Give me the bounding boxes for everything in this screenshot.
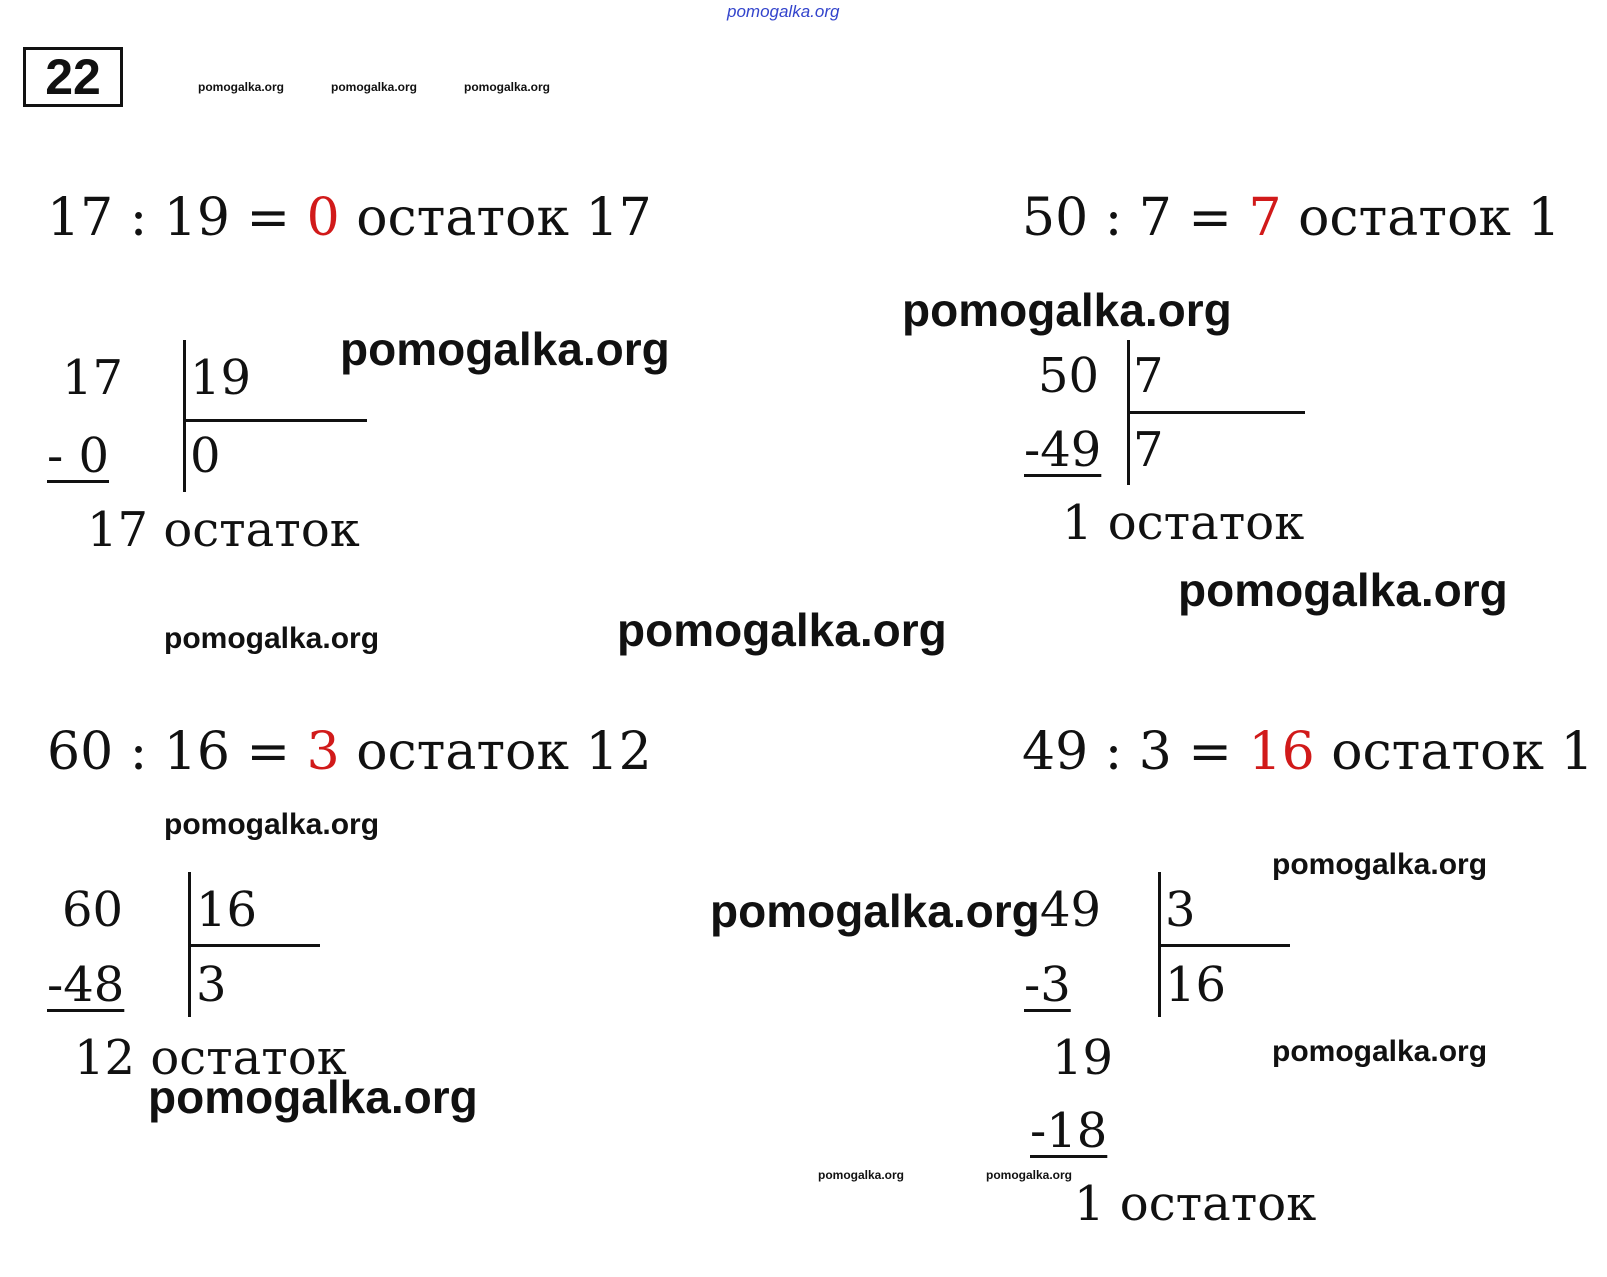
divisor: 19 bbox=[163, 188, 230, 248]
watermark: pomogalka.org bbox=[986, 1168, 1073, 1182]
division-divisor: 19 bbox=[190, 350, 252, 406]
division-step: -49 bbox=[1024, 422, 1102, 478]
division-quotient: 7 bbox=[1133, 422, 1164, 478]
quotient-answer: 16 bbox=[1248, 722, 1315, 782]
dividend: 50 bbox=[1022, 188, 1089, 248]
quotient-answer: 3 bbox=[306, 722, 340, 782]
remainder: 17 bbox=[585, 188, 652, 248]
quotient-answer: 7 bbox=[1248, 188, 1282, 248]
division-divisor: 3 bbox=[1165, 882, 1196, 938]
equation-3: 60 : 16 = 3 остаток 12 bbox=[47, 722, 652, 782]
dividend: 17 bbox=[47, 188, 114, 248]
remainder: 12 bbox=[585, 722, 652, 782]
division-line bbox=[183, 419, 367, 422]
watermark: pomogalka.org bbox=[164, 622, 380, 655]
division-step: - 0 bbox=[47, 428, 110, 484]
division-line bbox=[188, 944, 320, 947]
division-step: -3 bbox=[1024, 957, 1071, 1013]
division-result: 17 остаток bbox=[87, 502, 360, 558]
equation-4: 49 : 3 = 16 остаток 1 bbox=[1022, 722, 1594, 782]
division-dividend: 50 bbox=[1038, 348, 1100, 404]
remainder-word: остаток bbox=[1331, 722, 1544, 782]
divisor: 16 bbox=[163, 722, 230, 782]
watermark: pomogalka.org bbox=[710, 885, 1040, 937]
division-line bbox=[1127, 411, 1305, 414]
watermark: pomogalka.org bbox=[1272, 1035, 1488, 1068]
watermark: pomogalka.org bbox=[198, 80, 285, 94]
watermark: pomogalka.org bbox=[1178, 564, 1508, 616]
remainder: 1 bbox=[1527, 188, 1561, 248]
remainder: 1 bbox=[1560, 722, 1594, 782]
divisor: 7 bbox=[1138, 188, 1172, 248]
division-bar bbox=[183, 340, 186, 492]
watermark: pomogalka.org bbox=[331, 80, 418, 94]
division-quotient: 3 bbox=[196, 957, 227, 1013]
equation-2: 50 : 7 = 7 остаток 1 bbox=[1022, 188, 1561, 248]
remainder-word: остаток bbox=[356, 188, 569, 248]
watermark: pomogalka.org bbox=[164, 808, 380, 841]
watermark: pomogalka.org bbox=[902, 284, 1232, 336]
remainder-word: остаток bbox=[1298, 188, 1511, 248]
top-watermark: pomogalka.org bbox=[727, 2, 840, 21]
watermark: pomogalka.org bbox=[464, 80, 551, 94]
division-quotient: 0 bbox=[190, 428, 221, 484]
quotient-answer: 0 bbox=[306, 188, 340, 248]
division-result: 12 остаток bbox=[74, 1030, 347, 1086]
watermark: pomogalka.org bbox=[818, 1168, 905, 1182]
watermark: pomogalka.org bbox=[617, 604, 947, 656]
division-step: -48 bbox=[47, 957, 125, 1013]
division-step: -18 bbox=[1030, 1103, 1108, 1159]
division-dividend: 60 bbox=[62, 882, 124, 938]
watermark: pomogalka.org bbox=[340, 323, 670, 375]
dividend: 60 bbox=[47, 722, 114, 782]
equation-1: 17 : 19 = 0 остаток 17 bbox=[47, 188, 652, 248]
division-divisor: 7 bbox=[1133, 348, 1164, 404]
division-quotient: 16 bbox=[1165, 957, 1227, 1013]
division-dividend: 49 bbox=[1040, 882, 1102, 938]
task-number: 22 bbox=[23, 47, 123, 107]
division-result: 1 остаток bbox=[1074, 1176, 1317, 1232]
division-result: 1 остаток bbox=[1062, 495, 1305, 551]
division-step: 19 bbox=[1052, 1030, 1114, 1086]
division-dividend: 17 bbox=[62, 350, 124, 406]
dividend: 49 bbox=[1022, 722, 1089, 782]
division-line bbox=[1158, 944, 1290, 947]
watermark: pomogalka.org bbox=[1272, 848, 1488, 881]
watermark: pomogalka.org bbox=[148, 1071, 478, 1123]
divisor: 3 bbox=[1138, 722, 1172, 782]
division-divisor: 16 bbox=[196, 882, 258, 938]
remainder-word: остаток bbox=[356, 722, 569, 782]
